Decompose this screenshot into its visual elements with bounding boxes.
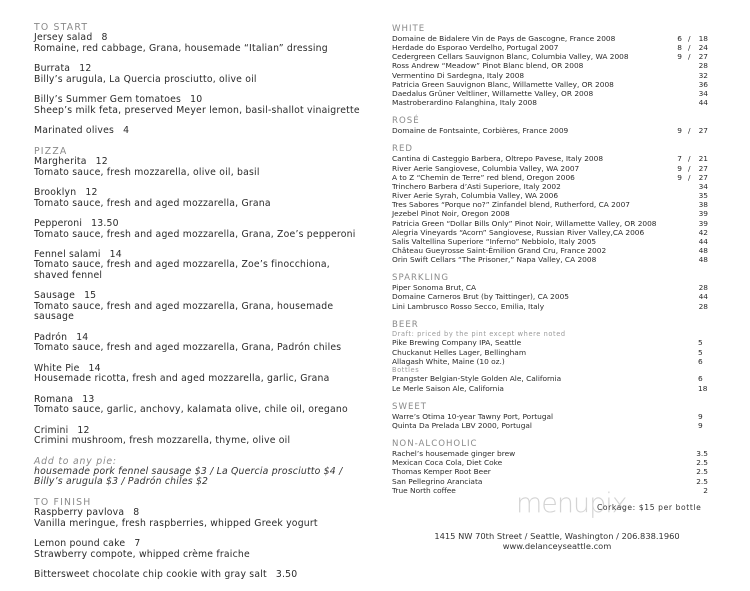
drink-row (392, 34, 712, 43)
drink-name: Prangster Belgian-Style Golden Ale, California (392, 374, 562, 384)
drink-row (392, 421, 712, 430)
item-name: Brooklyn (34, 187, 77, 199)
bottle-price: 18 (698, 34, 708, 43)
price-separator: / (688, 154, 691, 164)
menu-item (34, 95, 364, 116)
menu-item (34, 539, 364, 560)
drink-row (392, 458, 712, 467)
item-price: 14 (88, 362, 101, 374)
price-separator: / (688, 52, 691, 62)
item-price: 14 (109, 249, 122, 261)
section-heading: WHITE (392, 24, 426, 34)
drink-name: Daedalus Grüner Veltliner, Willamette Valley, OR 2008 (392, 88, 594, 98)
glass-price: 9 (677, 172, 682, 182)
drink-row (392, 71, 712, 80)
item-description: Housemade ricotta, fresh and aged mozzarella, garlic, Grana (34, 373, 330, 385)
drink-row (392, 200, 712, 209)
drink-name: Piper Sonoma Brut, CA (392, 283, 477, 293)
bottle-price: 44 (698, 292, 708, 302)
item-name: Margherita (34, 156, 87, 168)
drink-name: Domaine Carneros Brut (by Taittinger), CA 2005 (392, 292, 569, 302)
subsection-note: Draft: priced by the pint except where noted (392, 329, 566, 338)
bottle-price: 35 (698, 191, 708, 201)
item-description: Tomato sauce, garlic, anchovy, kalamata olive, chile oil, oregano (34, 404, 348, 416)
drink-price: 5 (698, 347, 703, 357)
menu-item (34, 333, 364, 354)
subsection-note: Bottles (392, 365, 420, 374)
item-description: Tomato sauce, fresh and aged mozzarella, Zoe’s finocchiona, shaved fennel (34, 259, 330, 281)
drink-row (392, 61, 712, 70)
drink-row (392, 182, 712, 191)
drink-name: San Pellegrino Aranciata (392, 476, 483, 486)
glass-price: 9 (677, 163, 682, 173)
bottle-price: 27 (698, 126, 708, 136)
section-heading: TO START (34, 22, 89, 33)
item-price: 15 (84, 290, 97, 302)
bottle-price: 21 (698, 154, 708, 164)
item-name: Pepperoni (34, 218, 83, 230)
bottle-price: 28 (698, 301, 708, 311)
bottle-price: 2.5 (696, 467, 708, 477)
drink-row (392, 283, 712, 292)
menu-item (34, 395, 364, 416)
item-price: 12 (79, 63, 92, 75)
item-description: Tomato sauce, fresh and aged mozzarella, Grana, Padrón chiles (34, 342, 342, 354)
menu-item (34, 508, 364, 529)
drink-row (392, 374, 712, 383)
bottle-price: 24 (698, 43, 708, 53)
drink-row (392, 52, 712, 61)
item-title (34, 539, 364, 549)
drink-row (392, 237, 712, 246)
drink-row (392, 219, 712, 228)
item-price: 12 (95, 156, 108, 168)
drink-name: Domaine de Bidalere Vin de Pays de Gascogne, France 2008 (392, 34, 616, 43)
item-price: 12 (77, 424, 90, 436)
drink-name: Lini Lambrusco Rosso Secco, Emilia, Italy (392, 301, 545, 311)
drink-row (392, 126, 712, 135)
item-name: Fennel salami (34, 249, 101, 261)
drink-row (392, 255, 712, 264)
drink-row (392, 338, 712, 347)
drink-name: Jezebel Pinot Noir, Oregon 2008 (392, 209, 510, 219)
drink-name: Cedergreen Cellars Sauvignon Blanc, Columbia Valley, WA 2008 (392, 52, 629, 62)
section-heading: SWEET (392, 401, 428, 412)
drink-price: 6 (698, 374, 703, 384)
drink-name: River Aerie Syrah, Columbia Valley, WA 2006 (392, 191, 559, 201)
bottle-price: 27 (698, 163, 708, 173)
item-name: Marinated olives (34, 125, 115, 137)
drink-name: Rachel’s housemade ginger brew (392, 449, 516, 459)
bottle-price: 42 (698, 227, 708, 237)
drink-name: Alegria Vineyards “Acorn” Sangiovese, Russian River Valley,CA 2006 (392, 227, 645, 237)
add-on-label: Add to any pie: (34, 455, 117, 467)
item-description: Vanilla meringue, fresh raspberries, whipped Greek yogurt (34, 517, 318, 529)
item-name: Romana (34, 393, 74, 405)
item-description: Tomato sauce, fresh and aged mozzarella, Grana, Zoe’s pepperoni (34, 228, 356, 240)
bottle-price: 34 (698, 88, 708, 98)
drink-row (392, 412, 712, 421)
price-separator: / (688, 43, 691, 53)
drink-row (392, 191, 712, 200)
bottle-price: 28 (698, 61, 708, 71)
menu-item (34, 426, 364, 447)
item-title (34, 188, 364, 198)
menu-item (34, 219, 364, 240)
drink-name: Cantina di Casteggio Barbera, Oltrepo Pavese, Italy 2008 (392, 154, 604, 164)
item-price: 8 (133, 507, 140, 519)
price-separator: / (688, 172, 691, 182)
price-separator: / (688, 163, 691, 173)
drink-name: Vermentino Di Sardegna, Italy 2008 (392, 70, 525, 80)
item-price: 3.50 (275, 569, 298, 581)
drink-row (392, 292, 712, 301)
drink-price: 18 (698, 383, 708, 393)
menu-item (34, 33, 364, 54)
bottle-price: 44 (698, 236, 708, 246)
glass-price: 8 (677, 43, 682, 53)
drink-name: Château Gueyrosse Saint-Émilion Grand Cru, France 2002 (392, 245, 607, 255)
item-description: Tomato sauce, fresh and aged mozzarella, Grana (34, 197, 271, 209)
drink-row (392, 449, 712, 458)
price-separator: / (688, 126, 691, 136)
drink-row (392, 302, 712, 311)
drink-name: Tres Sabores “Porque no?” Zinfandel blend, Rutherford, CA 2007 (392, 200, 630, 210)
menu-item (34, 157, 364, 178)
glass-price: 7 (677, 154, 682, 164)
drink-name: Orin Swift Cellars “The Prisoner,” Napa Valley, CA 2008 (392, 255, 597, 265)
section-heading: NON-ALCOHOLIC (392, 439, 478, 450)
drink-name: Patricia Green Sauvignon Blanc, Willamette Valley, OR 2008 (392, 79, 614, 89)
bottle-price: 32 (698, 70, 708, 80)
bottle-price: 2.5 (696, 458, 708, 468)
item-title (34, 126, 364, 136)
drink-row (392, 467, 712, 476)
section-heading: PIZZA (34, 145, 68, 157)
section-heading: ROSÉ (392, 116, 420, 127)
drink-row (392, 357, 712, 366)
bottle-price: 28 (698, 283, 708, 293)
bottle-price: 34 (698, 181, 708, 191)
menu-item (34, 291, 364, 322)
drink-row (392, 246, 712, 255)
item-name: Crimini (34, 424, 69, 436)
drink-row (392, 173, 712, 182)
glass-price: 9 (677, 52, 682, 62)
menu-item (34, 250, 364, 281)
footer (392, 531, 722, 551)
drink-row (392, 43, 712, 52)
section-heading: BEER (392, 319, 419, 330)
bottle-price: 27 (698, 172, 708, 182)
drink-price: 6 (698, 356, 703, 366)
item-name: Lemon pound cake (34, 538, 126, 550)
item-price: 13.50 (91, 218, 119, 230)
drink-name: Patricia Green “Dollar Bills Only” Pinot Noir, Willamette Valley, OR 2008 (392, 218, 657, 228)
drink-name: Ross Andrew “Meadow” Pinot Blanc blend, OR 2008 (392, 61, 584, 71)
drink-row (392, 89, 712, 98)
bottle-price: 2.5 (696, 476, 708, 486)
drink-name: River Aerie Sangiovese, Columbia Valley, WA 2007 (392, 163, 580, 173)
drink-name: Herdade do Esporao Verdelho, Portugal 2007 (392, 43, 559, 53)
drink-row (392, 477, 712, 486)
drink-name: Trinchero Barbera d’Asti Superiore, Italy 2002 (392, 181, 561, 191)
drink-price: 5 (698, 338, 703, 348)
drink-name: Salis Valtellina Superiore “Inferno” Nebbiolo, Italy 2005 (392, 236, 597, 246)
item-description: Tomato sauce, fresh mozzarella, olive oil, basil (34, 166, 260, 178)
bottle-price: 48 (698, 255, 708, 265)
item-description: Sheep’s milk feta, preserved Meyer lemon, basil-shallot vinaigrette (34, 104, 360, 116)
item-description: Billy’s arugula, La Quercia prosciutto, olive oil (34, 73, 257, 85)
drink-name: Mexican Coca Cola, Diet Coke (392, 458, 503, 468)
item-description: Strawberry compote, whipped crème fraiche (34, 548, 250, 560)
add-on-line: Billy’s arugula $3 / Padrón chiles $2 (34, 476, 209, 488)
glass-price: 6 (677, 34, 682, 43)
price-separator: / (688, 34, 691, 43)
drink-name: Pike Brewing Company IPA, Seattle (392, 338, 522, 348)
item-price: 4 (123, 125, 130, 137)
drink-row (392, 209, 712, 218)
drink-row (392, 154, 712, 163)
drink-name: Domaine de Fontsainte, Corbières, France 2009 (392, 126, 569, 136)
drink-row (392, 348, 712, 357)
item-name: Burrata (34, 63, 71, 75)
drink-name: Le Merle Saison Ale, California (392, 383, 504, 393)
item-price: 12 (85, 187, 98, 199)
drink-price: 9 (698, 411, 703, 421)
item-price: 7 (134, 538, 141, 550)
drink-price: 9 (698, 420, 703, 430)
item-name: Raspberry pavlova (34, 507, 125, 519)
drink-row (392, 228, 712, 237)
glass-price: 9 (677, 126, 682, 136)
item-name: White Pie (34, 362, 80, 374)
bottle-price: 48 (698, 245, 708, 255)
drinks-menu (392, 24, 712, 495)
drink-name: Warre’s Otima 10-year Tawny Port, Portugal (392, 411, 554, 421)
menupix-watermark: menupix (516, 488, 627, 519)
bottle-price: 38 (698, 200, 708, 210)
menu-item (34, 64, 364, 85)
menu-item (34, 570, 364, 580)
bottle-price: 39 (698, 209, 708, 219)
item-name: Bittersweet chocolate chip cookie with gray salt (34, 569, 267, 581)
drink-row (392, 164, 712, 173)
corkage-note: Corkage: $15 per bottle (597, 503, 702, 512)
drink-name: Mastroberardino Falanghina, Italy 2008 (392, 98, 537, 108)
bottle-price: 2 (703, 485, 708, 495)
item-title (34, 219, 364, 229)
item-title (34, 570, 364, 580)
section-heading: TO FINISH (34, 496, 92, 508)
menu-item (34, 364, 364, 385)
menu-item (34, 126, 364, 136)
item-title (34, 157, 364, 167)
drink-row (392, 98, 712, 107)
bottle-price: 27 (698, 52, 708, 62)
menu-item (34, 188, 364, 209)
item-price: 10 (190, 94, 203, 106)
item-price: 14 (76, 331, 89, 343)
item-name: Billy’s Summer Gem tomatoes (34, 94, 182, 106)
item-description: Crimini mushroom, fresh mozzarella, thyme, olive oil (34, 435, 291, 446)
drink-name: A to Z “Chemin de Terre” red blend, Oregon 2006 (392, 172, 575, 182)
item-price: 13 (82, 393, 95, 405)
drink-name: True North coffee (392, 485, 456, 495)
bottle-price: 44 (698, 98, 708, 108)
bottle-price: 39 (698, 218, 708, 228)
add-on-options (34, 457, 364, 488)
drink-name: Quinta Da Prelada LBV 2000, Portugal (392, 420, 532, 430)
section-heading: RED (392, 144, 414, 155)
drink-row (392, 384, 712, 393)
bottle-price: 36 (698, 79, 708, 89)
section-heading: SPARKLING (392, 273, 449, 284)
drink-name: Chuckanut Helles Lager, Bellingham (392, 347, 527, 357)
item-name: Jersey salad (34, 32, 93, 44)
item-description: Tomato sauce, fresh and aged mozzarella, Grana, housemade sausage (34, 300, 334, 323)
website-link[interactable]: www.delanceyseattle.com (502, 541, 612, 551)
address: 1415 NW 70th Street / Seattle, Washington / 206.838.1960 (434, 531, 680, 541)
add-on-line: housemade pork fennel sausage $3 / La Quercia prosciutto $4 / (34, 465, 343, 477)
drink-row (392, 80, 712, 89)
item-description: Romaine, red cabbage, Grana, housemade “Italian” dressing (34, 42, 328, 54)
drink-name: Thomas Kemper Root Beer (392, 467, 491, 477)
food-menu (34, 23, 364, 591)
bottle-price: 3.5 (696, 449, 708, 459)
drink-name: Allagash White, Maine (10 oz.) (392, 356, 505, 366)
item-name: Sausage (34, 290, 76, 302)
item-name: Padrón (34, 331, 68, 343)
item-price: 8 (101, 32, 108, 44)
